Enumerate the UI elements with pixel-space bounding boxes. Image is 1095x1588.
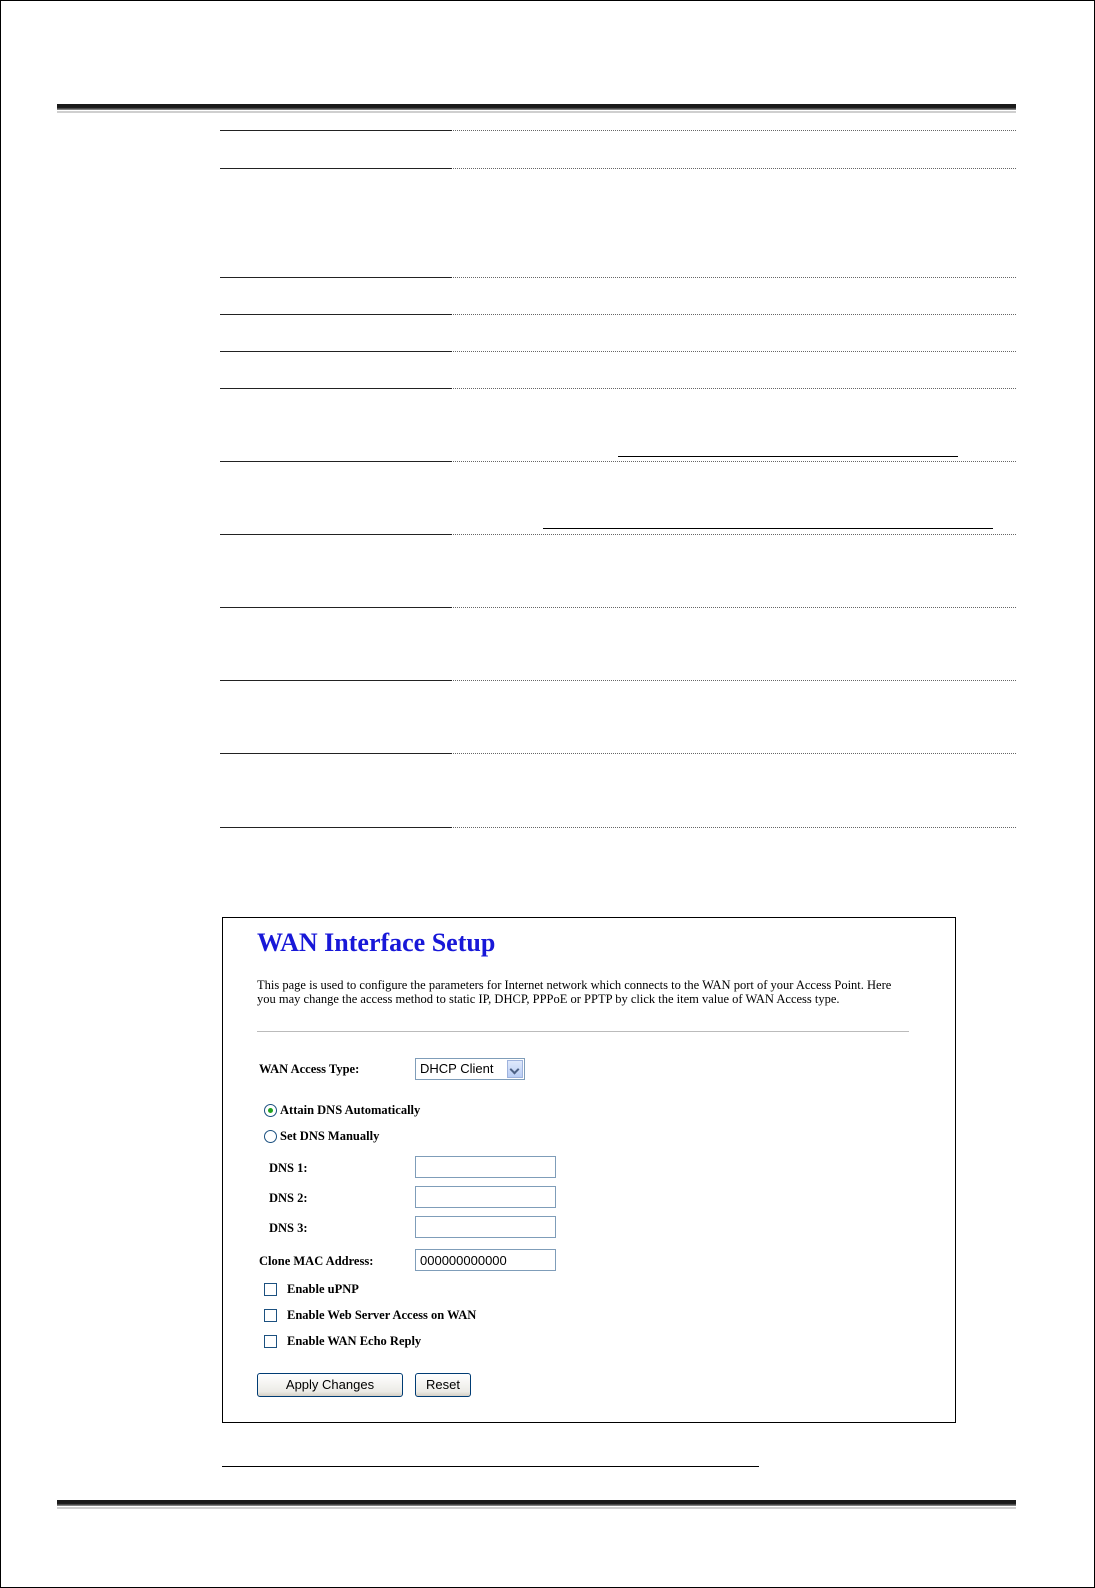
caption-underline [222,1466,759,1467]
dns-auto-radio[interactable] [264,1104,277,1117]
dns-auto-label: Attain DNS Automatically [280,1103,421,1117]
table-line [220,277,1016,278]
upnp-checkbox[interactable] [264,1283,277,1296]
text-underline [543,528,993,529]
dns3-label: DNS 3: [269,1221,308,1235]
footer-rule [57,1500,1016,1506]
upnp-label: Enable uPNP [287,1282,359,1296]
echo-reply-checkbox[interactable] [264,1335,277,1348]
wan-access-type-value: DHCP Client [420,1061,494,1076]
page-description: This page is used to configure the parameters for Internet network which connects to the WAN port of your Access Point. Here you may change the access method to static IP, DHCP, PPPoE or PPTP by click the item value of WAN Access type. [257,978,892,1006]
dns2-input[interactable] [415,1186,556,1208]
apply-changes-button[interactable]: Apply Changes [257,1373,403,1397]
web-access-label: Enable Web Server Access on WAN [287,1308,477,1322]
dns1-label: DNS 1: [269,1161,308,1175]
table-line [220,680,1016,681]
reset-button[interactable]: Reset [415,1373,471,1397]
table-line [220,388,1016,389]
wan-setup-screenshot [222,917,956,1423]
echo-reply-label: Enable WAN Echo Reply [287,1334,422,1348]
header-rule [57,104,1016,110]
table-line [220,461,1016,462]
wan-access-type-label: WAN Access Type: [259,1062,360,1076]
clone-mac-input[interactable] [415,1249,556,1271]
dns2-label: DNS 2: [269,1191,308,1205]
table-line [220,314,1016,315]
wan-access-type-select[interactable] [415,1058,525,1080]
table-line [220,753,1016,754]
table-line [220,607,1016,608]
table-line [220,168,1016,169]
dns3-input[interactable] [415,1216,556,1238]
dns-manual-label: Set DNS Manually [280,1129,380,1143]
clone-mac-label: Clone MAC Address: [259,1254,374,1268]
table-line [220,130,1016,131]
dns1-input[interactable] [415,1156,556,1178]
table-line [220,827,1016,828]
table-line [220,534,1016,535]
dns-manual-radio[interactable] [264,1130,277,1143]
page-title: WAN Interface Setup [257,928,496,957]
table-line [220,351,1016,352]
divider [257,1031,909,1032]
web-access-checkbox[interactable] [264,1309,277,1322]
text-underline [618,456,958,457]
chevron-down-icon[interactable] [507,1060,523,1078]
